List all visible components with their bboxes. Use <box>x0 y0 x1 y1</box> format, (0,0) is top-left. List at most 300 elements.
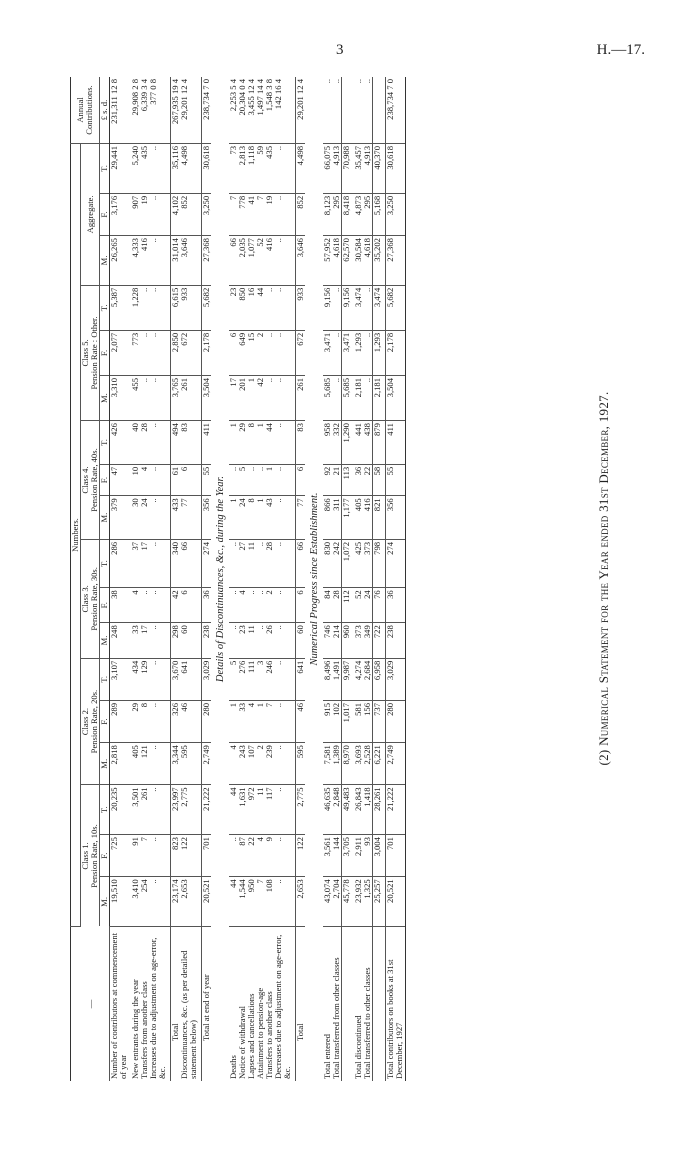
section-heading: Details of Discontinuances, &c., during the Year. <box>215 475 227 683</box>
row-label: Total transferred to other classes <box>362 967 373 1079</box>
table-cell: 8 <box>247 421 256 465</box>
table-cell: 23,174 <box>171 877 181 927</box>
table-cell: 8,418 <box>342 193 352 235</box>
table-cell: 60 <box>296 623 306 659</box>
table-cell: 21,222 <box>386 785 405 835</box>
table-cell: 2,911 <box>354 835 363 877</box>
table-cell: .. <box>149 421 167 465</box>
table-row <box>354 77 363 1081</box>
table-cell: 92 <box>323 464 332 495</box>
table-cell: 1,228 <box>131 285 140 330</box>
table-cell: 3,504 <box>202 376 212 421</box>
table-cell: 3,410 <box>131 877 140 927</box>
table-cell: 122 <box>180 835 198 877</box>
table-cell: 356 <box>202 496 212 540</box>
table-cell: 1,118 <box>247 144 256 194</box>
table-cell: 3 <box>256 658 265 700</box>
sub-header-t: T. <box>100 785 110 835</box>
table-cell: .. <box>149 588 167 623</box>
table-body <box>110 77 405 1081</box>
table-cell: 117 <box>265 785 274 835</box>
table-cell: 5,685 <box>323 376 332 421</box>
table-cell: 238 <box>202 623 212 659</box>
table-cell: 19 <box>265 193 274 235</box>
table-cell: 83 <box>296 421 306 465</box>
table-cell: 3,474 <box>373 285 383 330</box>
table-cell: 73 <box>229 144 238 194</box>
row-label <box>373 927 383 1082</box>
table-cell: 701 <box>386 835 405 877</box>
sub-header-m: M. <box>100 743 110 785</box>
table-cell: 2,035 <box>238 236 247 286</box>
table-cell: 23 <box>229 285 238 330</box>
table-row <box>247 77 256 1081</box>
table-cell: 5,240 <box>131 144 140 194</box>
table-cell: 45,778 <box>342 877 352 927</box>
table-cell: 438 <box>363 421 373 465</box>
table-cell: 46 <box>180 700 198 742</box>
table-cell: 3,504 <box>386 376 405 421</box>
table-cell: 2,848 <box>332 785 342 835</box>
table-cell: 40,370 <box>373 144 383 194</box>
table-cell: 2,528 <box>363 743 373 785</box>
table-cell: 295 <box>332 193 342 235</box>
table-cell: 425 <box>354 539 363 587</box>
table-cell: 1,631 <box>238 785 247 835</box>
table-cell: 1 <box>229 421 238 465</box>
table-cell: 3,310 <box>110 376 129 421</box>
table-cell: .. <box>149 835 167 877</box>
table-cell: 798 <box>373 539 383 587</box>
table-cell: 29,201 12 4 <box>296 77 306 144</box>
table-cell: 77 <box>296 496 306 540</box>
table-cell: 7,581 <box>323 743 332 785</box>
table-cell: 11 <box>256 785 265 835</box>
table-cell: 3,004 <box>373 835 383 877</box>
numerical-statement-table <box>70 77 406 1081</box>
table-cell: 7 <box>256 877 265 927</box>
table-cell: 4,333 <box>131 236 140 286</box>
class-header: Class 2. Pension Rate, 20s. <box>81 658 100 785</box>
table-cell: .. <box>149 330 167 375</box>
sub-header-m: M. <box>100 236 110 286</box>
table-cell: 254 <box>140 877 149 927</box>
sub-header-t: T. <box>100 285 110 330</box>
table-cell: 8 <box>140 700 149 742</box>
table-cell: 49,483 <box>342 785 352 835</box>
table-cell: 2,749 <box>202 743 212 785</box>
table-cell: .. <box>229 464 238 495</box>
table-cell: 2,704 <box>332 877 342 927</box>
table-cell: 4,618 <box>332 236 342 286</box>
table-cell: 6 <box>296 464 306 495</box>
table-cell: 4,913 <box>332 144 342 194</box>
table-cell: 27 <box>238 539 247 587</box>
table-cell: 93 <box>363 835 373 877</box>
sub-header-f: F. <box>100 588 110 623</box>
table-cell: .. <box>332 376 342 421</box>
table-cell: .. <box>274 658 292 700</box>
table-cell: .. <box>229 623 238 659</box>
table-cell: .. <box>274 144 292 194</box>
table-cell: .. <box>323 77 332 144</box>
table-cell: 8 <box>247 496 256 540</box>
table-cell: .. <box>274 785 292 835</box>
table-cell: 2,077 <box>110 330 129 375</box>
table-cell: .. <box>149 700 167 742</box>
class-header: Class 1. Pension Rate, 10s. <box>81 785 100 927</box>
table-cell: 3,471 <box>323 330 332 375</box>
table-cell: 411 <box>202 421 212 465</box>
row-label: Total at end of year <box>202 927 212 1082</box>
table-cell: 33 <box>238 700 247 742</box>
table-cell: 29,908 2 8 <box>131 77 140 144</box>
table-cell: .. <box>149 877 167 927</box>
table-cell: 866 <box>323 496 332 540</box>
table-cell: 737 <box>373 700 383 742</box>
sub-header-f: F. <box>100 700 110 742</box>
table-cell: 44 <box>265 421 274 465</box>
table-cell: 2,653 <box>296 877 306 927</box>
table-cell: 23,932 <box>354 877 363 927</box>
table-cell: 42 <box>256 376 265 421</box>
table-cell: 377 0 8 <box>149 77 167 144</box>
table-cell: 852 <box>296 193 306 235</box>
table-cell: .. <box>149 144 167 194</box>
table-cell: .. <box>274 376 292 421</box>
row-label: Decreases due to adjustment on age-error, &c. <box>273 934 293 1079</box>
table-cell: 36 <box>354 464 363 495</box>
table-cell: 20,521 <box>202 877 212 927</box>
table-cell: 581 <box>354 700 363 742</box>
table-cell: 641 <box>180 658 198 700</box>
table-cell: 261 <box>296 376 306 421</box>
table-cell: 426 <box>110 421 129 465</box>
table-cell: .. <box>149 285 167 330</box>
table-cell: 29,441 <box>110 144 129 194</box>
table-cell: 5,682 <box>386 285 405 330</box>
table-cell: 405 <box>354 496 363 540</box>
table-cell: 4 <box>229 743 238 785</box>
table-cell <box>342 77 352 144</box>
table-row <box>386 77 405 1081</box>
table-cell: 3,344 <box>171 743 181 785</box>
table-cell: .. <box>354 77 363 144</box>
table-cell: .. <box>149 376 167 421</box>
table-cell: 1,325 <box>363 877 373 927</box>
table-cell: 35,202 <box>373 236 383 286</box>
table-cell: 76 <box>373 588 383 623</box>
table-cell: 83 <box>180 421 198 465</box>
table-cell: 246 <box>265 658 274 700</box>
table-cell: 6,615 <box>171 285 181 330</box>
table-cell: .. <box>256 588 265 623</box>
table-cell: 36 <box>386 588 405 623</box>
row-label: Number of contributors at commencement of year <box>109 932 129 1079</box>
table-cell: 24 <box>363 588 373 623</box>
table-cell: .. <box>274 421 292 465</box>
table-cell: 9,156 <box>323 285 332 330</box>
table-cell: 725 <box>110 835 129 877</box>
table-cell: 3,176 <box>110 193 129 235</box>
table-cell: .. <box>332 285 342 330</box>
table-cell: 30,618 <box>202 144 212 194</box>
table-cell: 84 <box>323 588 332 623</box>
row-label: Increases due to adjustment on age-error, &c. <box>148 937 168 1079</box>
table-cell: 778 <box>238 193 247 235</box>
table-cell: .. <box>149 236 167 286</box>
table-cell: 33 <box>131 623 140 659</box>
table-cell: 9,156 <box>342 285 352 330</box>
table-cell: 4,873 <box>354 193 363 235</box>
table-cell: .. <box>149 464 167 495</box>
table-cell: .. <box>247 464 256 495</box>
table-cell: 6 <box>229 330 238 375</box>
table-cell: 1,548 3 8 <box>265 77 274 144</box>
table-cell: 66,075 <box>323 144 332 194</box>
table-cell: 29 <box>238 421 247 465</box>
table-cell: 23 <box>238 623 247 659</box>
row-label: Total <box>171 927 181 1082</box>
table-cell: 11 <box>247 539 256 587</box>
table-cell: 295 <box>363 193 373 235</box>
table-cell: 1,418 <box>363 785 373 835</box>
table-cell: 1 <box>256 421 265 465</box>
row-label: Lapses and cancellations <box>246 993 257 1079</box>
table-cell: 4,498 <box>296 144 306 194</box>
table-cell: .. <box>363 376 373 421</box>
table-cell: 7 <box>140 835 149 877</box>
sub-header-m: M. <box>100 877 110 927</box>
table-cell: 1,293 <box>373 330 383 375</box>
table-cell: 672 <box>296 330 306 375</box>
table-cell: .. <box>256 464 265 495</box>
table-cell: 455 <box>131 376 140 421</box>
table-cell: .. <box>274 743 292 785</box>
table-cell: 66 <box>180 539 198 587</box>
class-header: Class 4. Pension Rate, 40s. <box>81 421 100 540</box>
table-cell: 879 <box>373 421 383 465</box>
table-cell: 280 <box>202 700 212 742</box>
table-cell: 4 <box>247 700 256 742</box>
table-cell: 3,250 <box>202 193 212 235</box>
table-cell: 31,014 <box>171 236 181 286</box>
table-cell: 40 <box>131 421 140 465</box>
table-cell: 16 <box>247 285 256 330</box>
table-cell: 43 <box>265 496 274 540</box>
table-cell: 2,653 <box>180 877 198 927</box>
table-cell: 36 <box>202 588 212 623</box>
table-cell: 231,311 12 8 <box>110 77 129 144</box>
table-cell: 3,029 <box>386 658 405 700</box>
table-cell: 214 <box>332 623 342 659</box>
row-label-header: — <box>71 927 110 1082</box>
table-cell: 28 <box>140 421 149 465</box>
table-cell: 61 <box>171 464 181 495</box>
table-cell: 1,072 <box>342 539 352 587</box>
table-row <box>296 77 306 1081</box>
table-cell: .. <box>229 588 238 623</box>
table-cell: 2,178 <box>202 330 212 375</box>
sub-header-t: T. <box>100 658 110 700</box>
table-cell: 38 <box>110 588 129 623</box>
table-cell: .. <box>140 376 149 421</box>
sub-header-f: F. <box>100 330 110 375</box>
table-cell: 59 <box>256 144 265 194</box>
table-cell: .. <box>274 285 292 330</box>
table-cell: 1 <box>229 700 238 742</box>
table-cell: .. <box>149 743 167 785</box>
table-cell: 933 <box>296 285 306 330</box>
table-cell: 6 <box>296 588 306 623</box>
table-cell: 248 <box>110 623 129 659</box>
table-cell: 5,387 <box>110 285 129 330</box>
table-cell: 77 <box>180 496 198 540</box>
table-cell: 238 <box>386 623 405 659</box>
table-cell: .. <box>332 77 342 144</box>
row-label: Attainment to pension-age <box>255 987 266 1079</box>
table-cell: 4,102 <box>171 193 181 235</box>
row-label: Total discontinued <box>353 1015 364 1079</box>
table-cell: 44 <box>229 877 238 927</box>
table-cell: 27,368 <box>202 236 212 286</box>
table-cell: .. <box>149 193 167 235</box>
table-cell: 102 <box>332 700 342 742</box>
table-cell: 433 <box>171 496 181 540</box>
table-cell: 441 <box>354 421 363 465</box>
table-row <box>238 77 247 1081</box>
table-cell: 958 <box>323 421 332 465</box>
table-row <box>131 77 140 1081</box>
currency-units-header: £ s. d. <box>100 77 110 144</box>
table-cell: 30,584 <box>354 236 363 286</box>
table-cell <box>373 77 383 144</box>
table-cell: 3,029 <box>202 658 212 700</box>
table-row <box>202 77 212 1081</box>
table-cell: 2,818 <box>110 743 129 785</box>
table-cell: 7 <box>229 193 238 235</box>
table-cell: 1,389 <box>332 743 342 785</box>
sub-header-m: M. <box>100 623 110 659</box>
table-cell: 950 <box>247 877 256 927</box>
table-cell: 595 <box>180 743 198 785</box>
table-cell: .. <box>149 785 167 835</box>
table-cell: 41 <box>247 193 256 235</box>
row-label: Total contributors on books at 31st December, 1927 <box>386 927 405 1082</box>
table-cell: 57,952 <box>323 236 332 286</box>
table-cell: .. <box>274 835 292 877</box>
table-cell: 435 <box>265 144 274 194</box>
table-cell: 25,257 <box>373 877 383 927</box>
annual-contributions-header: Annual Contributions. <box>71 77 100 144</box>
table-cell: 722 <box>373 623 383 659</box>
title-prefix: (2) <box>596 745 611 766</box>
sub-header-t: T. <box>100 421 110 465</box>
table-cell: 1 <box>256 496 265 540</box>
table-cell: .. <box>140 285 149 330</box>
table-cell: 6 <box>180 588 198 623</box>
table-cell: 17 <box>140 623 149 659</box>
table-cell: 24 <box>140 496 149 540</box>
table-cell: 2,181 <box>354 376 363 421</box>
table-cell: 201 <box>238 376 247 421</box>
table-cell: 356 <box>386 496 405 540</box>
table-cell: 47 <box>110 464 129 495</box>
table-cell: 7 <box>265 700 274 742</box>
table-cell: 2,813 <box>238 144 247 194</box>
table-cell: 3,693 <box>354 743 363 785</box>
table-cell: 4,274 <box>354 658 363 700</box>
table-cell: 3,646 <box>296 236 306 286</box>
table-cell: 3,705 <box>342 835 352 877</box>
section-heading: Numerical Progress since Establishment. <box>309 492 321 666</box>
table-cell: 21,222 <box>202 785 212 835</box>
table-cell: 91 <box>131 835 140 877</box>
table-cell: 773 <box>131 330 140 375</box>
table-cell: 5,685 <box>342 376 352 421</box>
table-row <box>171 77 181 1081</box>
table-cell: 1,077 <box>247 236 256 286</box>
table-cell: 286 <box>110 539 129 587</box>
table-cell: 29 <box>131 700 140 742</box>
table-cell: 5,168 <box>373 193 383 235</box>
table-cell: 274 <box>386 539 405 587</box>
table-cell: 142 16 4 <box>274 77 292 144</box>
page-number: 3 <box>336 42 344 58</box>
sub-header-m: M. <box>100 376 110 421</box>
table-cell: 405 <box>131 743 140 785</box>
table-cell: 1,544 <box>238 877 247 927</box>
sub-header-f: F. <box>100 835 110 877</box>
table-cell: .. <box>274 588 292 623</box>
row-label <box>342 927 352 1082</box>
table-cell: 1,293 <box>354 330 363 375</box>
table-cell: 42 <box>171 588 181 623</box>
table-cell: 28 <box>265 539 274 587</box>
table-cell: 261 <box>140 785 149 835</box>
table-cell: 55 <box>386 464 405 495</box>
table-cell: 17 <box>229 376 238 421</box>
class-header: Class 3. Pension Rate, 30s. <box>81 539 100 658</box>
table-cell: .. <box>363 77 373 144</box>
table-cell: 3,474 <box>354 285 363 330</box>
table-cell: 30 <box>131 496 140 540</box>
table-cell: 373 <box>354 623 363 659</box>
table-cell: 1 <box>229 496 238 540</box>
row-label: Total entered <box>322 1034 333 1079</box>
table-row <box>140 77 149 1081</box>
table-cell: 26,843 <box>354 785 363 835</box>
row-label: Deaths <box>228 1055 239 1079</box>
table-cell: .. <box>274 877 292 927</box>
table-cell: 35,457 <box>354 144 363 194</box>
row-label: New entrants during the year <box>130 979 141 1079</box>
table-cell: 379 <box>110 496 129 540</box>
table-cell: 238,734 7 0 <box>202 77 212 144</box>
table-row <box>274 77 292 1081</box>
table-cell: 823 <box>171 835 181 877</box>
table-cell: .. <box>363 285 373 330</box>
table-cell: 1,177 <box>342 496 352 540</box>
table-cell: .. <box>265 285 274 330</box>
row-label: Transfers from another class <box>139 981 150 1079</box>
sub-header-m: M. <box>100 496 110 540</box>
table-cell: 4 <box>256 835 265 877</box>
table-cell: 340 <box>171 539 181 587</box>
table-cell: 3,250 <box>386 193 405 235</box>
table-cell: 2,684 <box>363 658 373 700</box>
table-cell: 23,997 <box>171 785 181 835</box>
